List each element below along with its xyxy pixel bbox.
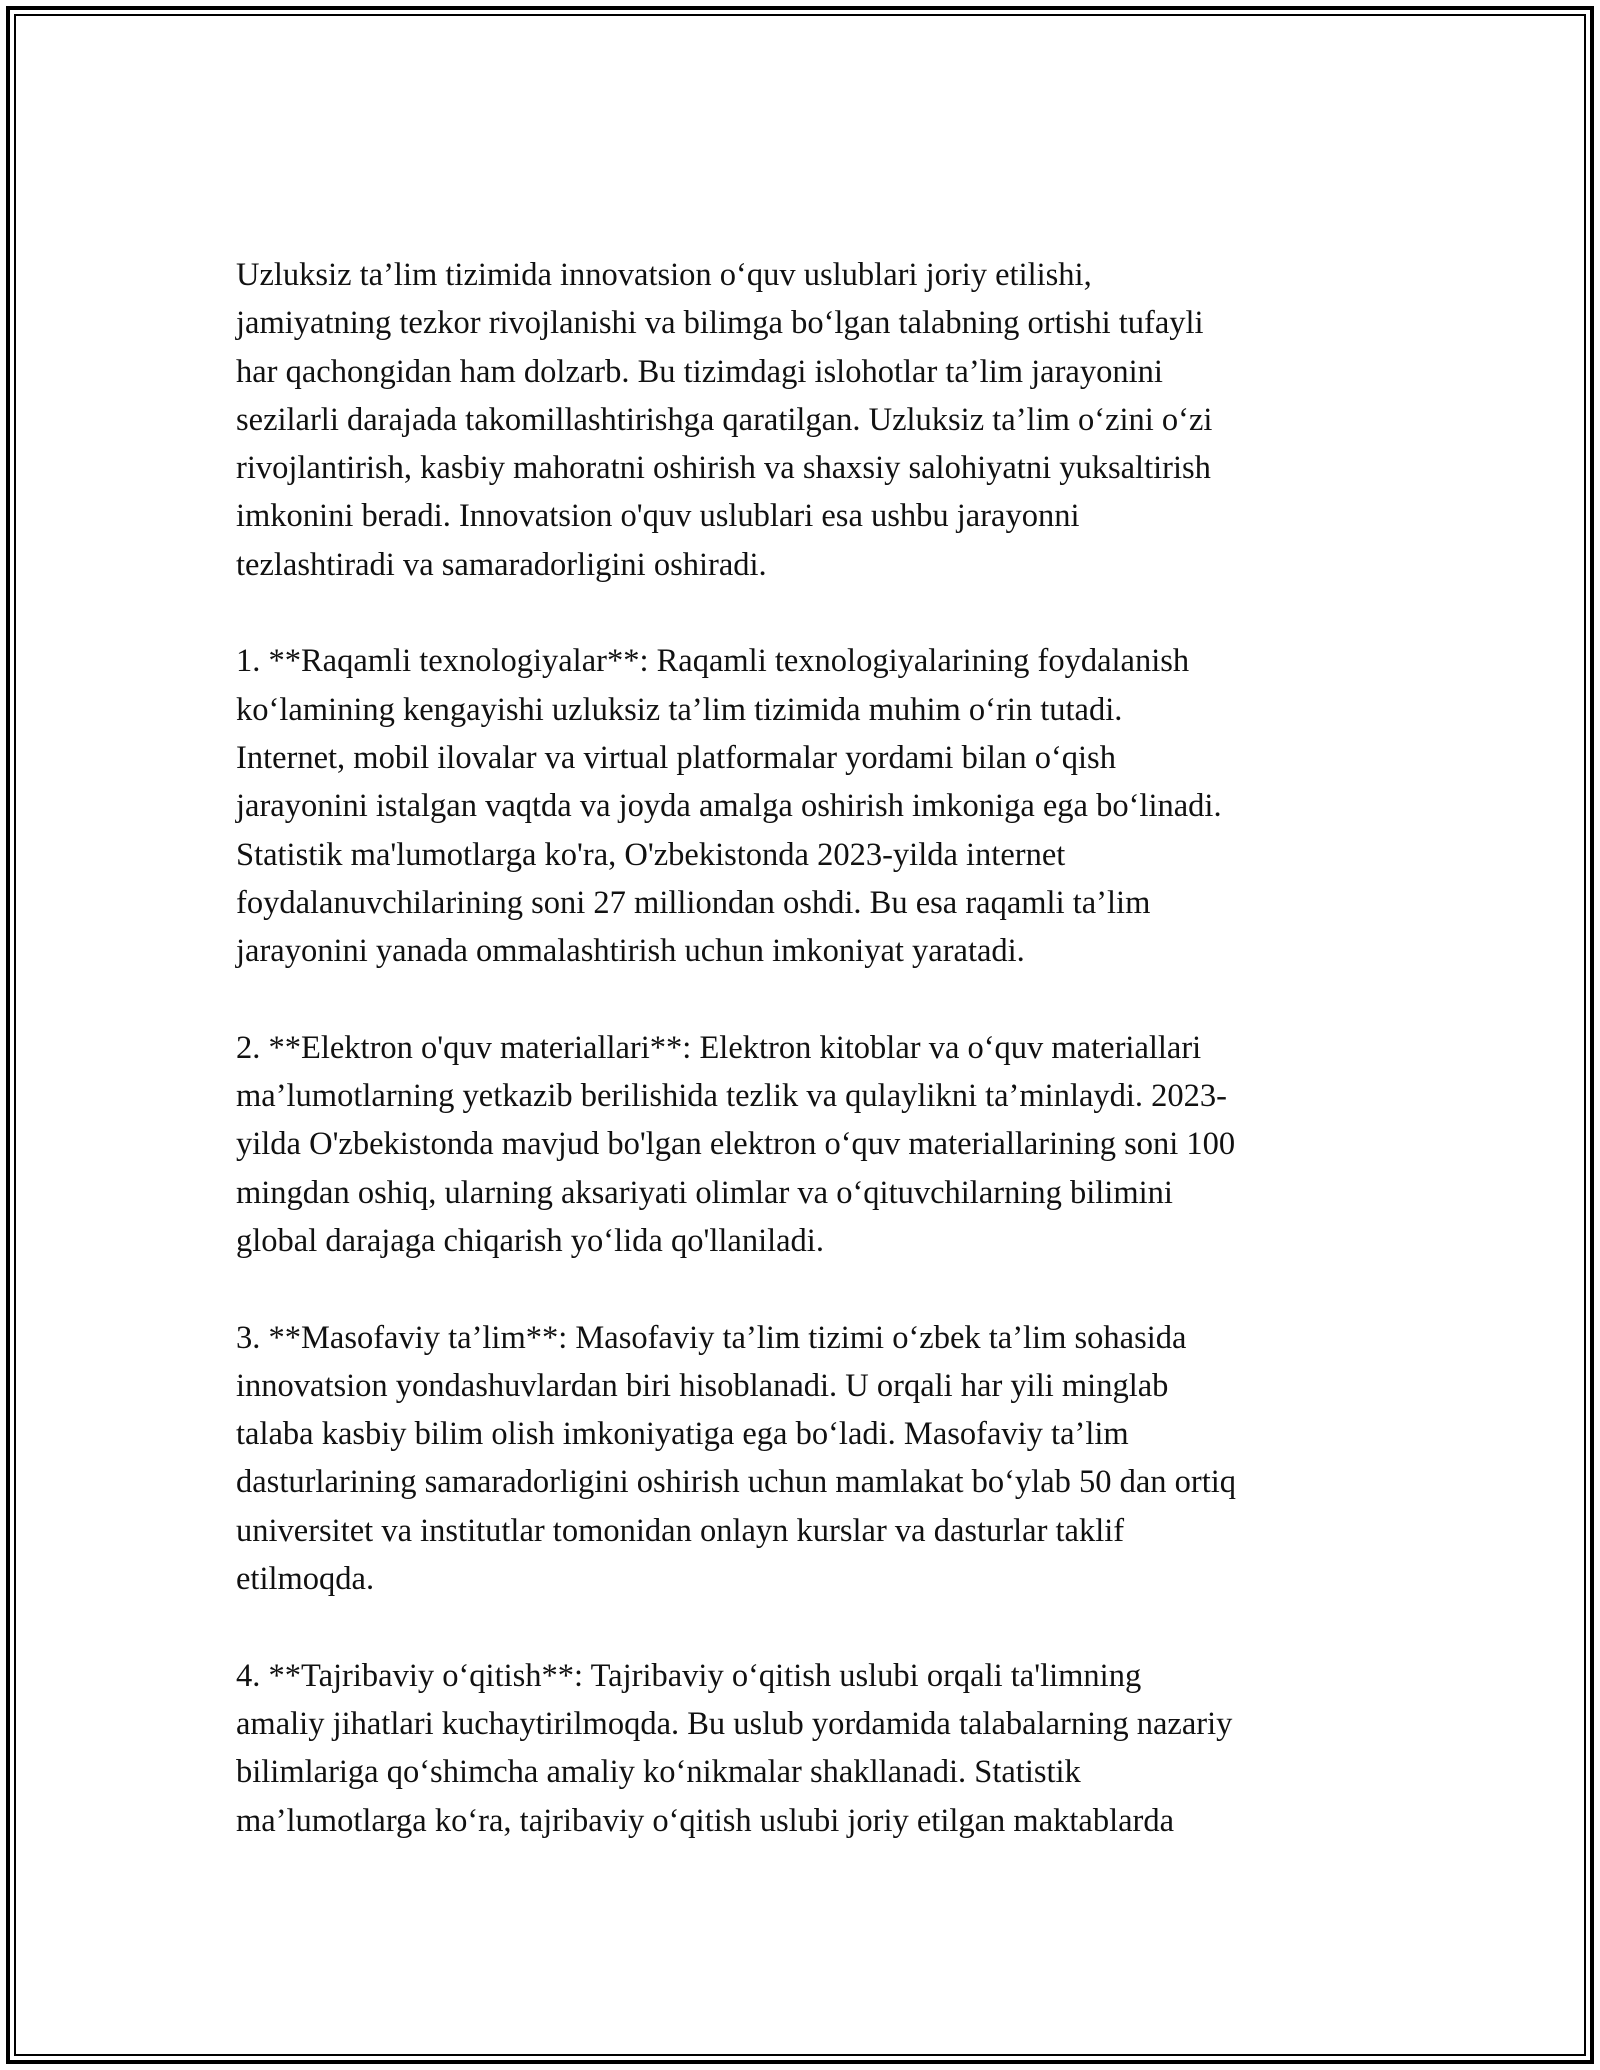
list-item-distance-learning (236, 1314, 1376, 1604)
text-line: tezlashtiradi va samaradorligini oshiradi. (236, 546, 767, 583)
text-line: ma’lumotlarga ko‘ra, tajribaviy o‘qitish uslubi joriy etilgan maktablarda (236, 1802, 1175, 1839)
text-line: ko‘lamining kengayishi uzluksiz ta’lim tizimida muhim o‘rin tutadi. (236, 691, 1123, 728)
text-line: Internet, mobil ilovalar va virtual platformalar yordami bilan o‘qish (236, 739, 1116, 776)
text-line: foydalanuvchilarining soni 27 milliondan oshdi. Bu esa raqamli ta’lim (236, 884, 1151, 921)
text-line: 4. **Tajribaviy o‘qitish**: Tajribaviy o‘qitish uslubi orqali ta'limning (236, 1657, 1142, 1694)
list-item-experiential-learning (236, 1652, 1376, 1845)
text-line: bilimlariga qo‘shimcha amaliy ko‘nikmalar shakllanadi. Statistik (236, 1754, 1081, 1791)
text-line: sezilarli darajada takomillashtirishga qaratilgan. Uzluksiz ta’lim o‘zini o‘zi (236, 401, 1213, 438)
text-line: Statistik ma'lumotlarga ko'ra, O'zbekistonda 2023-yilda internet (236, 836, 1066, 873)
text-line: jarayonini yanada ommalashtirish uchun imkoniyat yaratadi. (236, 933, 1025, 970)
text-line: global darajaga chiqarish yo‘lida qo'llaniladi. (236, 1222, 824, 1259)
text-line: 1. **Raqamli texnologiyalar**: Raqamli texnologiyalarining foydalanish (236, 643, 1190, 680)
text-line: dasturlarining samaradorligini oshirish uchun mamlakat bo‘ylab 50 dan ortiq (236, 1464, 1237, 1501)
text-line: 3. **Masofaviy ta’lim**: Masofaviy ta’lim tizimi o‘zbek ta’lim sohasida (236, 1319, 1187, 1356)
text-line: yilda O'zbekistonda mavjud bo'lgan elektron o‘quv materiallarining soni 100 (236, 1126, 1236, 1163)
text-line: jamiyatning tezkor rivojlanishi va bilimga bo‘lgan talabning ortishi tufayli (236, 305, 1204, 342)
text-line: universitet va institutlar tomonidan onlayn kurslar va dasturlar taklif (236, 1512, 1125, 1549)
list-item-digital-technologies (236, 637, 1376, 975)
intro-paragraph (236, 251, 1376, 589)
text-line: rivojlantirish, kasbiy mahoratni oshirish va shaxsiy salohiyatni yuksaltirish (236, 450, 1211, 487)
text-line: innovatsion yondashuvlardan biri hisoblanadi. U orqali har yili minglab (236, 1367, 1169, 1404)
text-line: mingdan oshiq, ularning aksariyati olimlar va o‘qituvchilarning bilimini (236, 1174, 1173, 1211)
list-item-electronic-materials (236, 1024, 1376, 1265)
text-line: talaba kasbiy bilim olish imkoniyatiga ega bo‘ladi. Masofaviy ta’lim (236, 1416, 1129, 1453)
text-line: har qachongidan ham dolzarb. Bu tizimdagi islohotlar ta’lim jarayonini (236, 353, 1163, 390)
text-line: imkonini beradi. Innovatsion o'quv uslublari esa ushbu jarayonni (236, 498, 1080, 535)
text-line: Uzluksiz ta’lim tizimida innovatsion o‘quv uslublari joriy etilishi, (236, 257, 1092, 293)
document-body (236, 251, 1376, 1893)
text-line: etilmoqda. (236, 1561, 375, 1598)
text-line: 2. **Elektron o'quv materiallari**: Elektron kitoblar va o‘quv materiallari (236, 1029, 1202, 1066)
text-line: amaliy jihatlari kuchaytirilmoqda. Bu uslub yordamida talabalarning nazariy (236, 1705, 1233, 1742)
text-line: jarayonini istalgan vaqtda va joyda amalga oshirish imkoniga ega bo‘linadi. (236, 788, 1222, 825)
text-line: ma’lumotlarning yetkazib berilishida tezlik va qulaylikni ta’minlaydi. 2023- (236, 1078, 1227, 1115)
